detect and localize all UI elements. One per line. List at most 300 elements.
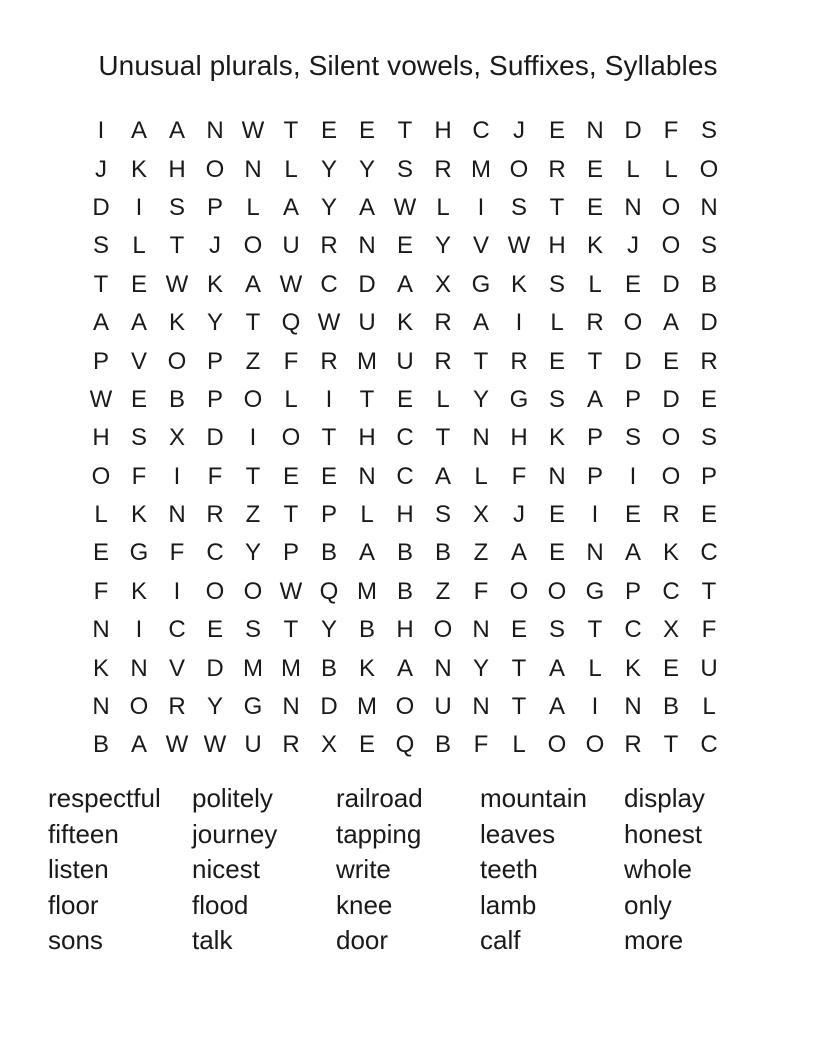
word-bank-item: lamb xyxy=(480,889,537,920)
grid-letter: T xyxy=(283,501,299,529)
grid-letter: C xyxy=(396,424,414,452)
word-bank-item: mountain xyxy=(480,783,587,813)
grid-letter: H xyxy=(92,424,110,452)
grid-letter: S xyxy=(396,155,413,183)
grid-letter: Y xyxy=(472,654,489,682)
grid-letter: W xyxy=(89,385,113,413)
grid-letter: E xyxy=(320,117,337,145)
grid-row xyxy=(82,381,728,419)
grid-letter: W xyxy=(241,117,265,145)
grid-letter: W xyxy=(279,270,303,298)
grid-letter: K xyxy=(662,539,679,567)
word-bank xyxy=(48,781,768,959)
grid-letter: O xyxy=(205,577,225,605)
word-search-grid xyxy=(82,112,728,765)
grid-letter: C xyxy=(472,117,490,145)
grid-letter: R xyxy=(700,347,718,375)
grid-letter: D xyxy=(320,693,338,721)
grid-letter: B xyxy=(434,539,451,567)
grid-letter: R xyxy=(206,501,224,529)
grid-letter: T xyxy=(511,654,527,682)
grid-letter: E xyxy=(396,232,413,260)
grid-row xyxy=(82,189,728,227)
grid-letter: P xyxy=(624,385,641,413)
grid-letter: K xyxy=(92,654,109,682)
grid-letter: A xyxy=(396,654,413,682)
word-bank-item: door xyxy=(336,925,389,955)
grid-letter: E xyxy=(396,385,413,413)
grid-letter: J xyxy=(95,155,107,183)
grid-letter: U xyxy=(396,347,414,375)
grid-letter: L xyxy=(512,731,526,759)
grid-letter: P xyxy=(282,539,299,567)
grid-row xyxy=(82,112,728,150)
grid-row xyxy=(82,534,728,572)
grid-letter: E xyxy=(662,347,679,375)
grid-letter: N xyxy=(206,117,224,145)
grid-letter: B xyxy=(434,731,451,759)
grid-letter: N xyxy=(472,693,490,721)
grid-letter: J xyxy=(627,232,639,260)
grid-letter: L xyxy=(626,155,640,183)
grid-letter: N xyxy=(624,193,642,221)
grid-letter: N xyxy=(548,462,566,490)
word-bank-item: talk xyxy=(192,925,233,955)
grid-row xyxy=(82,227,728,265)
grid-letter: K xyxy=(396,309,413,337)
grid-letter: S xyxy=(624,424,641,452)
grid-letter: E xyxy=(700,385,717,413)
grid-letter: H xyxy=(168,155,186,183)
grid-letter: D xyxy=(92,193,110,221)
grid-letter: Y xyxy=(206,693,223,721)
grid-letter: G xyxy=(471,270,491,298)
word-bank-item: whole xyxy=(624,854,692,884)
grid-letter: T xyxy=(663,731,679,759)
grid-letter: N xyxy=(624,693,642,721)
grid-letter: Q xyxy=(281,309,301,337)
grid-letter: R xyxy=(624,731,642,759)
grid-letter: D xyxy=(662,385,680,413)
grid-letter: O xyxy=(547,577,567,605)
grid-letter: I xyxy=(135,193,143,221)
grid-letter: R xyxy=(434,347,452,375)
grid-letter: L xyxy=(436,193,450,221)
grid-row xyxy=(82,304,728,342)
grid-letter: A xyxy=(548,654,565,682)
grid-letter: X xyxy=(472,501,489,529)
grid-letter: T xyxy=(283,117,299,145)
grid-letter: N xyxy=(434,654,452,682)
grid-letter: E xyxy=(282,462,299,490)
grid-letter: O xyxy=(129,693,149,721)
grid-letter: H xyxy=(358,424,376,452)
grid-letter: M xyxy=(357,693,377,721)
word-bank-item: knee xyxy=(336,889,393,920)
grid-letter: A xyxy=(358,193,375,221)
grid-letter: A xyxy=(282,193,299,221)
grid-letter: U xyxy=(358,309,376,337)
grid-letter: O xyxy=(243,232,263,260)
grid-letter: S xyxy=(168,193,185,221)
grid-letter: B xyxy=(320,654,337,682)
grid-letter: Y xyxy=(434,232,451,260)
grid-row xyxy=(82,150,728,188)
grid-letter: O xyxy=(509,155,529,183)
word-bank-column xyxy=(192,781,336,959)
grid-letter: J xyxy=(513,501,525,529)
grid-letter: T xyxy=(397,117,413,145)
word-bank-item: calf xyxy=(480,925,521,955)
grid-letter: A xyxy=(510,539,527,567)
grid-letter: G xyxy=(129,539,149,567)
grid-letter: M xyxy=(357,347,377,375)
grid-letter: W xyxy=(507,232,531,260)
grid-letter: A xyxy=(244,270,261,298)
grid-letter: B xyxy=(396,539,413,567)
grid-letter: H xyxy=(548,232,566,260)
grid-letter: N xyxy=(358,462,376,490)
grid-letter: E xyxy=(92,539,109,567)
grid-letter: A xyxy=(168,117,185,145)
grid-letter: A xyxy=(662,309,679,337)
grid-letter: I xyxy=(135,616,143,644)
grid-letter: B xyxy=(358,616,375,644)
grid-letter: K xyxy=(130,577,147,605)
grid-letter: W xyxy=(317,309,341,337)
grid-letter: I xyxy=(629,462,637,490)
grid-letter: Y xyxy=(472,385,489,413)
grid-letter: U xyxy=(700,654,718,682)
grid-letter: L xyxy=(284,385,298,413)
grid-letter: E xyxy=(662,654,679,682)
grid-letter: B xyxy=(320,539,337,567)
grid-letter: B xyxy=(662,693,679,721)
grid-letter: O xyxy=(205,155,225,183)
grid-letter: R xyxy=(434,309,452,337)
grid-letter: F xyxy=(131,462,147,490)
grid-letter: S xyxy=(548,616,565,644)
grid-letter: W xyxy=(165,270,189,298)
grid-letter: T xyxy=(321,424,337,452)
grid-letter: E xyxy=(548,501,565,529)
grid-letter: E xyxy=(548,117,565,145)
grid-letter: R xyxy=(586,309,604,337)
grid-row xyxy=(82,611,728,649)
grid-letter: A xyxy=(586,385,603,413)
grid-letter: L xyxy=(132,232,146,260)
grid-letter: A xyxy=(472,309,489,337)
grid-letter: O xyxy=(167,347,187,375)
grid-letter: L xyxy=(436,385,450,413)
word-bank-item: honest xyxy=(624,818,703,849)
grid-letter: E xyxy=(548,347,565,375)
grid-letter: R xyxy=(510,347,528,375)
grid-letter: N xyxy=(700,193,718,221)
grid-letter: N xyxy=(130,654,148,682)
grid-letter: L xyxy=(284,155,298,183)
grid-letter: O xyxy=(699,155,719,183)
grid-letter: T xyxy=(511,693,527,721)
grid-letter: E xyxy=(320,462,337,490)
grid-row xyxy=(82,649,728,687)
grid-letter: W xyxy=(279,577,303,605)
grid-letter: X xyxy=(168,424,185,452)
grid-letter: C xyxy=(700,731,718,759)
grid-letter: A xyxy=(396,270,413,298)
grid-letter: T xyxy=(245,462,261,490)
grid-letter: F xyxy=(473,577,489,605)
grid-letter: A xyxy=(130,309,147,337)
grid-letter: S xyxy=(700,232,717,260)
grid-letter: S xyxy=(510,193,527,221)
word-bank-item: flood xyxy=(192,889,249,920)
grid-letter: O xyxy=(243,385,263,413)
grid-letter: X xyxy=(662,616,679,644)
word-bank-item: more xyxy=(624,925,684,955)
grid-letter: S xyxy=(92,232,109,260)
grid-letter: O xyxy=(91,462,111,490)
grid-letter: N xyxy=(92,616,110,644)
grid-letter: Z xyxy=(473,539,489,567)
grid-letter: F xyxy=(169,539,185,567)
grid-letter: F xyxy=(473,731,489,759)
grid-letter: P xyxy=(206,193,223,221)
grid-letter: D xyxy=(700,309,718,337)
grid-letter: R xyxy=(548,155,566,183)
grid-letter: N xyxy=(586,117,604,145)
grid-letter: E xyxy=(206,616,223,644)
grid-letter: H xyxy=(396,501,414,529)
grid-letter: K xyxy=(510,270,527,298)
grid-letter: P xyxy=(206,347,223,375)
grid-letter: F xyxy=(663,117,679,145)
grid-letter: Q xyxy=(319,577,339,605)
grid-letter: M xyxy=(357,577,377,605)
grid-letter: J xyxy=(209,232,221,260)
grid-letter: N xyxy=(92,693,110,721)
page-title: Unusual plurals, Silent vowels, Suffixes, Syllables xyxy=(98,50,718,81)
grid-letter: N xyxy=(244,155,262,183)
grid-row xyxy=(82,419,728,457)
grid-letter: Y xyxy=(358,155,375,183)
grid-letter: I xyxy=(173,462,181,490)
grid-letter: N xyxy=(472,616,490,644)
grid-letter: Q xyxy=(395,731,415,759)
grid-letter: Z xyxy=(245,347,261,375)
grid-letter: N xyxy=(282,693,300,721)
grid-letter: E xyxy=(358,117,375,145)
grid-letter: Z xyxy=(245,501,261,529)
grid-letter: L xyxy=(702,693,716,721)
grid-letter: O xyxy=(243,577,263,605)
grid-letter: Y xyxy=(320,193,337,221)
grid-letter: O xyxy=(661,232,681,260)
grid-letter: E xyxy=(130,270,147,298)
grid-row xyxy=(82,458,728,496)
grid-letter: D xyxy=(206,654,224,682)
grid-letter: I xyxy=(249,424,257,452)
grid-letter: S xyxy=(548,385,565,413)
grid-letter: I xyxy=(173,577,181,605)
grid-letter: W xyxy=(393,193,417,221)
grid-letter: G xyxy=(243,693,263,721)
grid-letter: O xyxy=(661,424,681,452)
grid-letter: I xyxy=(591,693,599,721)
grid-letter: I xyxy=(97,117,105,145)
grid-letter: W xyxy=(203,731,227,759)
grid-letter: I xyxy=(477,193,485,221)
grid-letter: L xyxy=(588,270,602,298)
grid-letter: P xyxy=(624,577,641,605)
grid-letter: R xyxy=(662,501,680,529)
grid-letter: N xyxy=(358,232,376,260)
grid-letter: U xyxy=(434,693,452,721)
grid-letter: B xyxy=(168,385,185,413)
grid-letter: K xyxy=(548,424,565,452)
grid-letter: K xyxy=(130,501,147,529)
grid-letter: B xyxy=(396,577,413,605)
grid-letter: I xyxy=(325,385,333,413)
grid-letter: F xyxy=(93,577,109,605)
grid-letter: B xyxy=(700,270,717,298)
word-bank-item: display xyxy=(624,783,705,813)
grid-letter: C xyxy=(662,577,680,605)
grid-letter: G xyxy=(509,385,529,413)
word-bank-item: railroad xyxy=(336,783,423,813)
grid-letter: C xyxy=(396,462,414,490)
grid-letter: K xyxy=(206,270,223,298)
grid-letter: T xyxy=(93,270,109,298)
grid-letter: P xyxy=(206,385,223,413)
grid-letter: O xyxy=(661,462,681,490)
grid-letter: T xyxy=(473,347,489,375)
grid-row xyxy=(82,688,728,726)
grid-letter: O xyxy=(281,424,301,452)
word-bank-item: nicest xyxy=(192,854,260,884)
grid-letter: A xyxy=(548,693,565,721)
grid-letter: S xyxy=(700,424,717,452)
grid-letter: T xyxy=(245,309,261,337)
grid-letter: L xyxy=(94,501,108,529)
word-bank-item: sons xyxy=(48,925,103,955)
grid-letter: P xyxy=(586,424,603,452)
grid-row xyxy=(82,726,728,764)
grid-letter: E xyxy=(548,539,565,567)
grid-letter: R xyxy=(320,347,338,375)
grid-letter: N xyxy=(472,424,490,452)
grid-letter: O xyxy=(661,193,681,221)
grid-letter: O xyxy=(623,309,643,337)
grid-letter: L xyxy=(474,462,488,490)
grid-row xyxy=(82,496,728,534)
word-bank-item: floor xyxy=(48,889,99,920)
grid-letter: P xyxy=(700,462,717,490)
grid-letter: T xyxy=(359,385,375,413)
grid-letter: P xyxy=(586,462,603,490)
word-bank-item: tapping xyxy=(336,818,422,849)
grid-letter: X xyxy=(434,270,451,298)
grid-letter: U xyxy=(282,232,300,260)
grid-letter: V xyxy=(472,232,489,260)
grid-letter: R xyxy=(434,155,452,183)
grid-letter: C xyxy=(168,616,186,644)
grid-letter: H xyxy=(434,117,452,145)
grid-letter: Y xyxy=(320,616,337,644)
grid-letter: S xyxy=(130,424,147,452)
grid-letter: T xyxy=(587,616,603,644)
grid-row xyxy=(82,266,728,304)
grid-letter: I xyxy=(591,501,599,529)
grid-letter: E xyxy=(358,731,375,759)
grid-letter: T xyxy=(587,347,603,375)
grid-letter: C xyxy=(320,270,338,298)
grid-letter: L xyxy=(360,501,374,529)
grid-letter: T xyxy=(549,193,565,221)
grid-letter: T xyxy=(435,424,451,452)
grid-letter: K xyxy=(358,654,375,682)
grid-letter: D xyxy=(358,270,376,298)
grid-letter: T xyxy=(283,616,299,644)
grid-letter: Y xyxy=(320,155,337,183)
grid-letter: F xyxy=(701,616,717,644)
grid-letter: R xyxy=(282,731,300,759)
grid-letter: T xyxy=(701,577,717,605)
grid-letter: S xyxy=(700,117,717,145)
grid-letter: Z xyxy=(435,577,451,605)
grid-letter: E xyxy=(510,616,527,644)
grid-letter: H xyxy=(510,424,528,452)
word-bank-column xyxy=(480,781,624,959)
word-bank-item: write xyxy=(336,854,391,884)
grid-letter: I xyxy=(515,309,523,337)
grid-letter: E xyxy=(624,501,641,529)
grid-letter: D xyxy=(624,347,642,375)
word-bank-item: politely xyxy=(192,783,273,813)
grid-letter: K xyxy=(168,309,185,337)
grid-row xyxy=(82,573,728,611)
grid-letter: L xyxy=(550,309,564,337)
grid-letter: K xyxy=(586,232,603,260)
grid-letter: C xyxy=(624,616,642,644)
word-bank-column xyxy=(624,781,768,959)
grid-letter: L xyxy=(246,193,260,221)
grid-letter: A xyxy=(92,309,109,337)
grid-letter: A xyxy=(624,539,641,567)
grid-letter: O xyxy=(395,693,415,721)
grid-letter: P xyxy=(92,347,109,375)
grid-letter: Y xyxy=(206,309,223,337)
grid-letter: T xyxy=(169,232,185,260)
grid-letter: A xyxy=(434,462,451,490)
grid-letter: K xyxy=(624,654,641,682)
grid-letter: R xyxy=(320,232,338,260)
grid-letter: D xyxy=(206,424,224,452)
word-bank-item: listen xyxy=(48,854,109,884)
grid-letter: D xyxy=(624,117,642,145)
grid-letter: M xyxy=(471,155,491,183)
grid-letter: W xyxy=(165,731,189,759)
grid-letter: O xyxy=(433,616,453,644)
grid-letter: K xyxy=(130,155,147,183)
word-bank-item: journey xyxy=(192,818,278,849)
grid-letter: C xyxy=(206,539,224,567)
grid-letter: O xyxy=(585,731,605,759)
grid-letter: X xyxy=(320,731,337,759)
grid-letter: A xyxy=(358,539,375,567)
grid-letter: S xyxy=(548,270,565,298)
word-bank-item: only xyxy=(624,889,672,920)
